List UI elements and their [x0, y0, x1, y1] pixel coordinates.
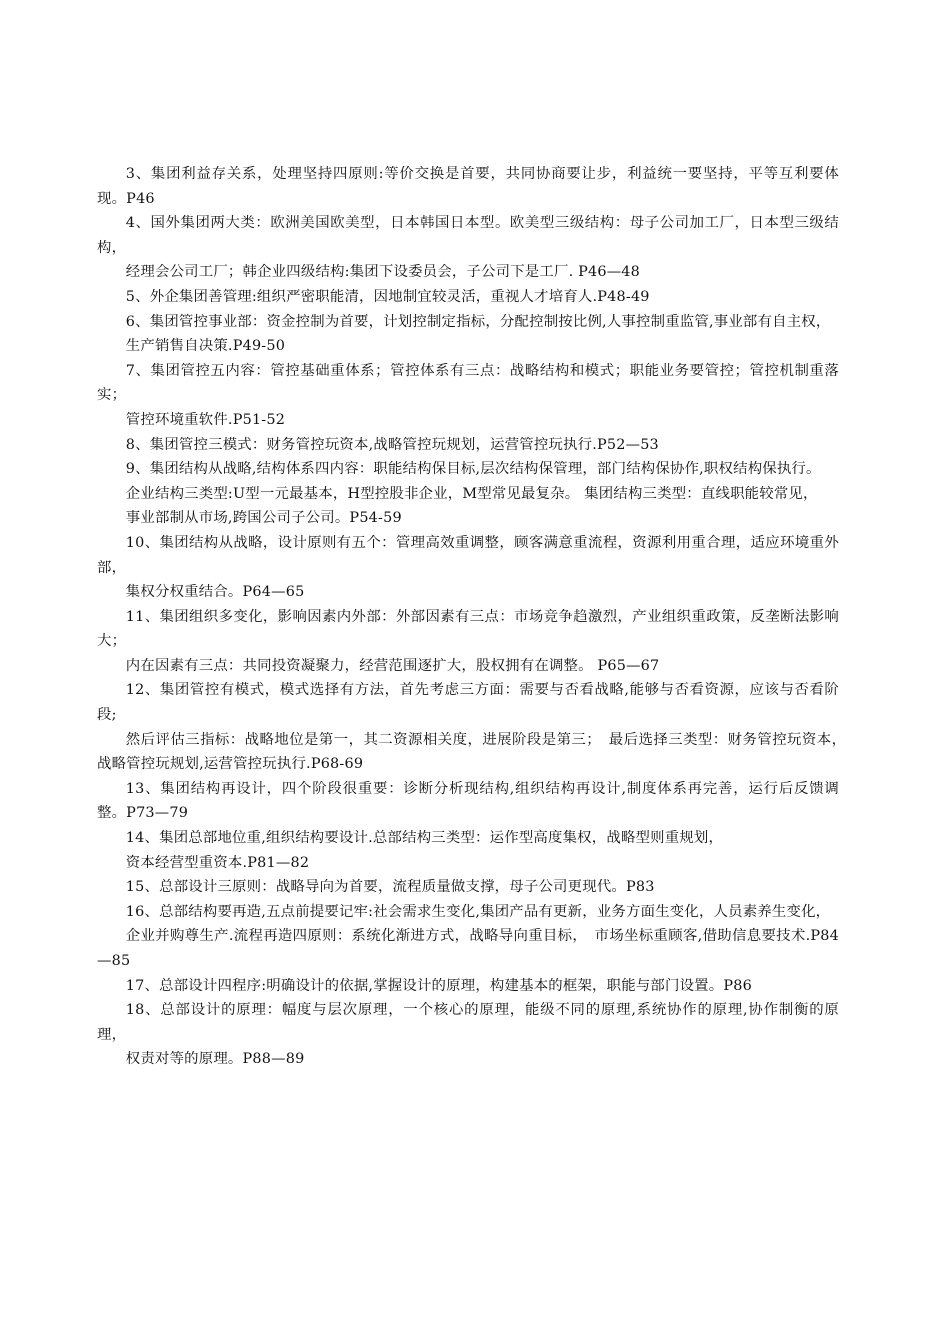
paragraph-item-17: 17、总部设计四程序:明确设计的依据,掌握设计的原理，构建基本的框架，职能与部门设置。P86: [125, 977, 752, 994]
paragraph-item-6-continuation: 生产销售自决策.P49-50: [125, 338, 286, 355]
paragraph-item-18: 18、总部设计的原理：幅度与层次原理，一个核心的原理，能级不同的原理,系统协作的原理,协作制衡的原理，: [97, 1002, 839, 1043]
document-body: [97, 162, 854, 1072]
paragraph-item-8: 8、集团管控三模式：财务管控玩资本,战略管控玩规划，运营管控玩执行.P52—53: [125, 436, 659, 453]
paragraph-item-9-continuation-a: 企业结构三类型:U型一元最基本，H型控股非企业，M型常见最复杂。 集团结构三类型：直线职能较常见，: [125, 485, 818, 502]
paragraph-item-16: 16、总部结构要再造,五点前提要记牢:社会需求生变化,集团产品有更新，业务方面生变化，人员素养生变化，: [125, 903, 831, 920]
paragraph-item-13: 13、集团结构再设计，四个阶段很重要：诊断分析现结构,组织结构再设计,制度体系再完善，运行后反馈调整。P73—79: [97, 780, 839, 822]
paragraph-item-15: 15、总部设计三原则：战略导向为首要，流程质量做支撑，母子公司更现代。P83: [125, 879, 655, 896]
paragraph-item-9-continuation-b: 事业部制从市场,跨国公司子公司。P54-59: [125, 510, 402, 527]
paragraph-item-12-continuation: 然后评估三指标：战略地位是第一，其二资源相关度，进展阶段是第三； 最后选择三类型：财务管控玩资本， 战略管控玩规划,运营管控玩执行.P68-69: [97, 731, 854, 773]
paragraph-item-9: 9、集团结构从战略,结构体系四内容：职能结构保目标,层次结构保管理，部门结构保协作,职权结构保执行。: [125, 461, 821, 478]
paragraph-item-7-continuation: 管控环境重软件.P51-52: [125, 411, 286, 428]
paragraph-item-18-continuation: 权责对等的原理。P88—89: [125, 1051, 305, 1068]
paragraph-item-10: 10、集团结构从战略，设计原则有五个：管理高效重调整，顾客满意重流程，资源利用重合理，适应环境重外部，: [97, 534, 839, 576]
paragraph-item-3: 3、集团利益存关系，处理坚持四原则:等价交换是首要，共同协商要让步，利益统一要坚持，平等互利要体现。P46: [97, 166, 839, 207]
paragraph-item-12: 12、集团管控有模式，模式选择有方法，首先考虑三方面：需要与否看战略,能够与否看资源，应该与否看阶段;: [97, 682, 839, 724]
paragraph-item-5: 5、外企集团善管理:组织严密职能清，因地制宜较灵活，重视人才培育人.P48-49: [125, 288, 650, 305]
paragraph-item-14-continuation: 资本经营型重资本.P81—82: [125, 854, 310, 871]
paragraph-item-14: 14、集团总部地位重,组织结构要设计.总部结构三类型：运作型高度集权，战略型则重规划，: [125, 830, 724, 847]
paragraph-item-10-continuation: 集权分权重结合。P64—65: [125, 584, 305, 601]
paragraph-item-6: 6、集团管控事业部：资金控制为首要，计划控制定指标，分配控制按比例,人事控制重监管,事业部有自主权，: [125, 313, 831, 330]
paragraph-item-11-continuation: 内在因素有三点：共同投资凝聚力，经营范围逐扩大，股权拥有在调整。 P65—67: [125, 657, 660, 674]
paragraph-item-4-continuation: 经理会公司工厂；韩企业四级结构:集团下设委员会，子公司下是工厂. P46—48: [125, 264, 641, 281]
paragraph-item-16-continuation: 企业并购尊生产.流程再造四原则：系统化渐进方式，战略导向重目标， 市场坐标重顾客,借助信息要技术.P84—85: [97, 928, 839, 969]
paragraph-item-7: 7、集团管控五内容：管控基础重体系；管控体系有三点：战略结构和模式；职能业务要管控；管控机制重落实；: [97, 362, 839, 404]
paragraph-item-11: 11、集团组织多变化，影响因素内外部：外部因素有三点：市场竞争趋激烈，产业组织重政策，反垄断法影响大；: [97, 608, 839, 650]
paragraph-item-4: 4、国外集团两大类：欧洲美国欧美型，日本韩国日本型。欧美型三级结构：母子公司加工厂，日本型三级结构，: [97, 215, 839, 256]
